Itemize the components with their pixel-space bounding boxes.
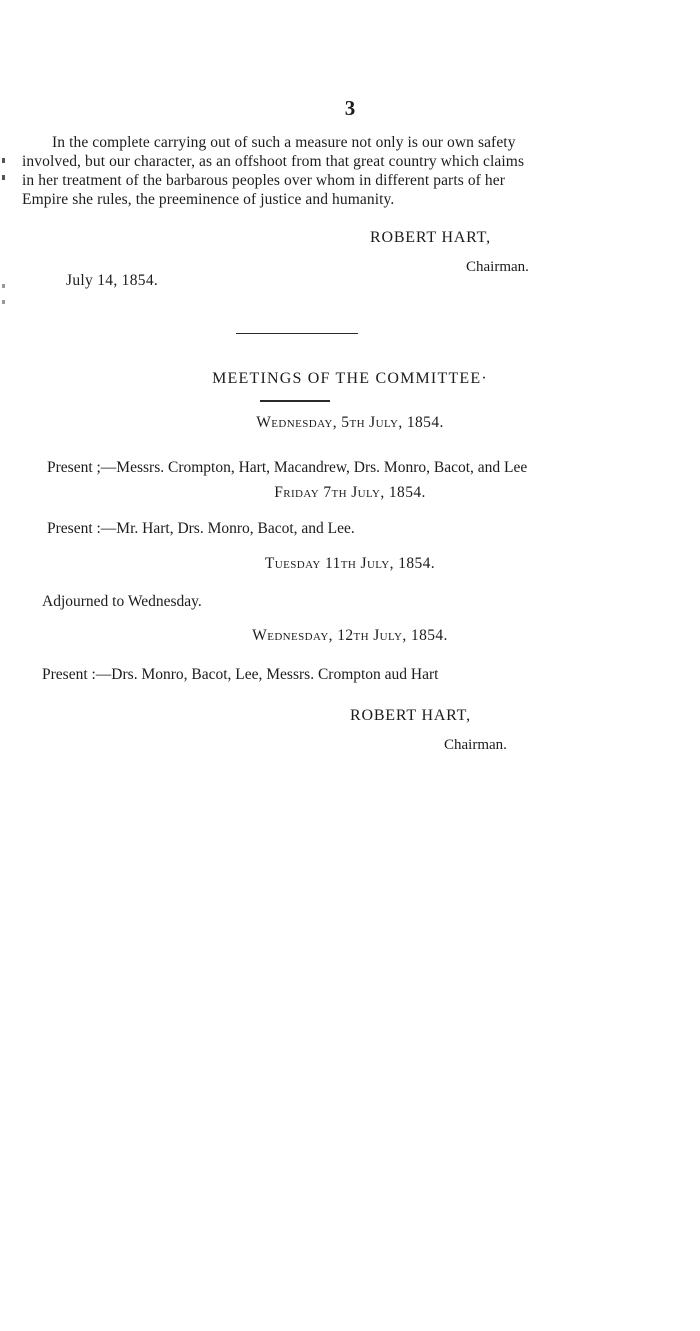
signature-date: July 14, 1854. (66, 272, 159, 289)
meeting-date: Friday 7th July, 1854. (274, 484, 426, 501)
meeting-minute: Adjourned to Wednesday. (42, 593, 202, 610)
edge-mark (2, 158, 5, 163)
edge-mark (2, 300, 5, 304)
edge-mark (2, 175, 5, 180)
paragraph-line-1: In the complete carrying out of such a measure not only is our own safety (52, 134, 516, 151)
edge-mark (2, 284, 5, 288)
meeting-date: Tuesday 11th July, 1854. (264, 555, 436, 572)
section-divider (236, 333, 358, 334)
signature-title: Chairman. (444, 737, 507, 753)
signature-title: Chairman. (466, 259, 529, 275)
heading-underline (260, 400, 330, 402)
signature-name: ROBERT HART, (370, 229, 491, 246)
paragraph-line-2: involved, but our character, as an offshoot from that great country which claims (22, 153, 525, 170)
meeting-minute: Present ;—Messrs. Crompton, Hart, Macandrew, Drs. Monro, Bacot, and Lee (47, 459, 528, 476)
page-number: 3 (344, 96, 356, 120)
meeting-minute: Present :—Drs. Monro, Bacot, Lee, Messrs. Crompton aud Hart (42, 666, 439, 683)
meetings-heading: MEETINGS OF THE COMMITTEE· (212, 370, 488, 387)
meeting-date: Wednesday, 5th July, 1854. (256, 414, 444, 431)
paragraph-line-4: Empire she rules, the preeminence of justice and humanity. (22, 191, 395, 208)
meeting-minute: Present :—Mr. Hart, Drs. Monro, Bacot, and Lee. (47, 520, 355, 537)
meeting-date: Wednesday, 12th July, 1854. (252, 627, 448, 644)
paragraph-line-3: in her treatment of the barbarous peoples over whom in different parts of her (22, 172, 506, 189)
signature-name: ROBERT HART, (350, 707, 471, 724)
